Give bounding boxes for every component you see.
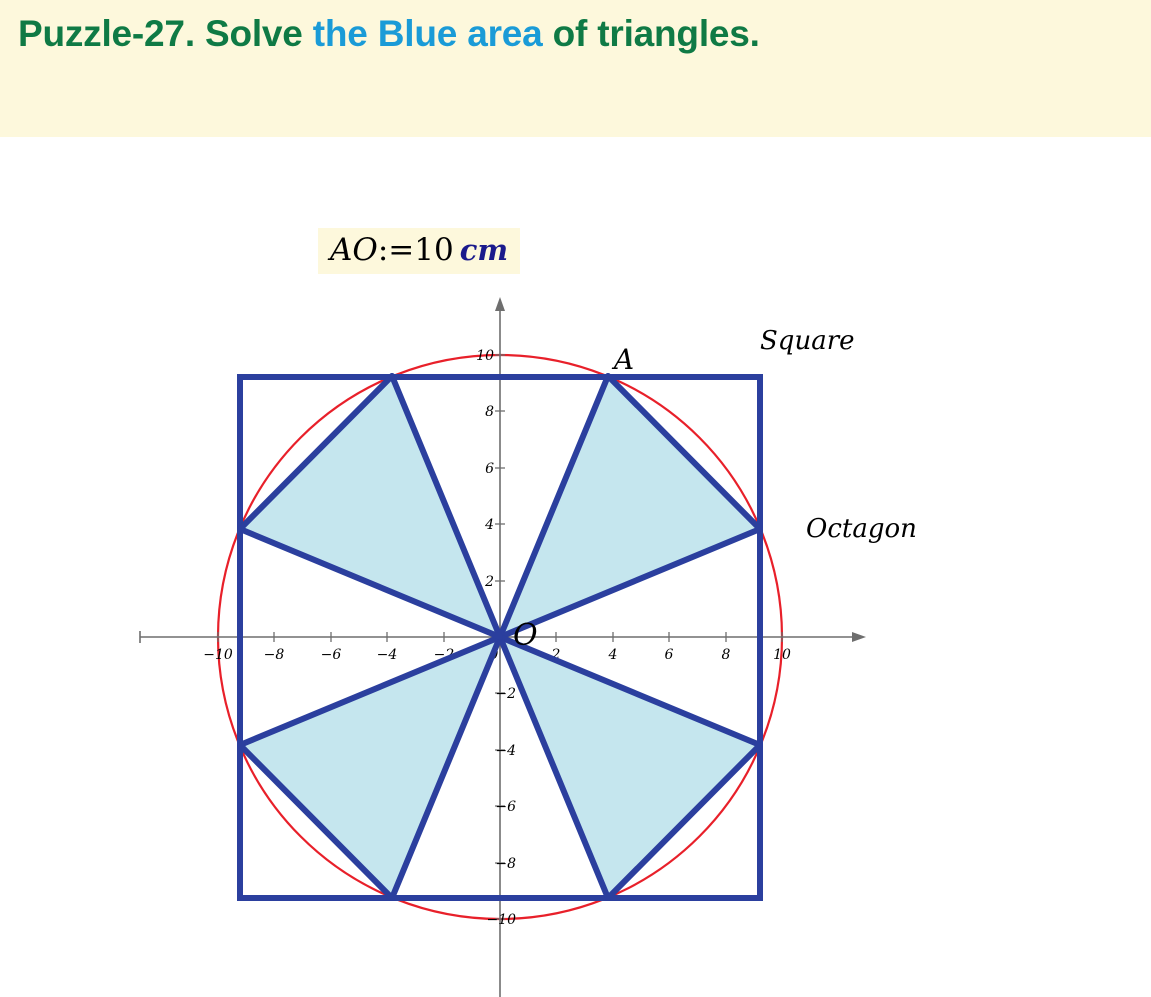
x-tick-label: −6 — [320, 647, 342, 663]
y-tick-label: −4 — [495, 743, 516, 759]
title-banner — [0, 0, 1151, 137]
y-tick-label: 10 — [476, 348, 494, 364]
y-tick-label: −2 — [495, 686, 516, 702]
y-tick-label: 4 — [485, 517, 494, 533]
x-tick-label: 6 — [664, 647, 674, 663]
x-tick-label: 0 — [489, 647, 499, 663]
x-tick-label: −4 — [376, 647, 398, 663]
label-square: Square — [760, 326, 855, 356]
x-axis-arrow — [852, 632, 866, 642]
x-tick-label: −2 — [433, 647, 455, 663]
shaded-triangle-ne — [500, 376, 760, 637]
y-tick-label: 8 — [485, 404, 494, 420]
y-tick-label: −6 — [495, 799, 516, 815]
label-octagon: Octagon — [806, 514, 917, 544]
y-tick-label: 6 — [485, 461, 494, 477]
label-origin-o: O — [513, 618, 538, 653]
y-tick-label: −8 — [495, 856, 516, 872]
geometry-figure — [0, 137, 1151, 997]
y-axis-arrow — [495, 297, 505, 311]
y-tick-label: −10 — [486, 912, 516, 928]
formula-unit: cm — [459, 233, 509, 267]
formula-assign: := — [377, 232, 415, 268]
title-highlight: the Blue area — [312, 13, 543, 54]
x-tick-label: 10 — [773, 647, 791, 663]
x-tick-label: −10 — [203, 647, 233, 663]
x-tick-label: 4 — [608, 647, 618, 663]
x-tick-label: 8 — [721, 647, 731, 663]
y-tick-label: 2 — [485, 574, 494, 590]
title-part-1: Puzzle-27. Solve — [18, 13, 313, 54]
shaded-triangle-se — [500, 637, 760, 898]
shaded-triangle-sw — [240, 637, 500, 898]
x-tick-label: 2 — [551, 647, 561, 663]
shaded-triangle-nw — [240, 376, 500, 637]
x-tick-label: −8 — [263, 647, 285, 663]
page-title — [18, 10, 1133, 59]
title-part-2: of triangles. — [542, 13, 760, 54]
formula-symbol: AO — [330, 232, 378, 268]
formula-value: 10 — [414, 232, 454, 268]
label-vertex-a: A — [613, 343, 635, 376]
